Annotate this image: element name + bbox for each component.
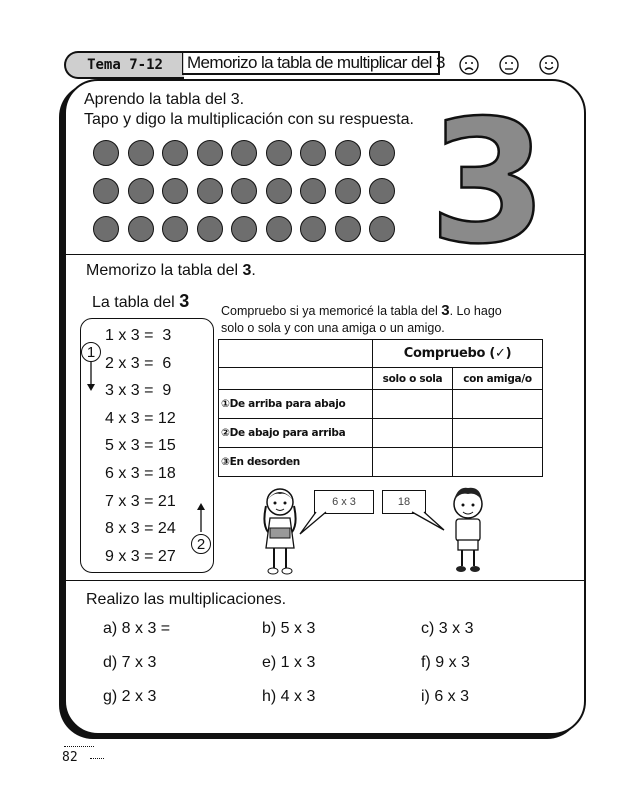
- check-row-label: ③En desorden: [219, 448, 373, 477]
- counter-circle: [369, 140, 395, 166]
- table-row: 8 x 3 = 24: [105, 520, 176, 538]
- check-cell[interactable]: [453, 390, 543, 419]
- exercise-item[interactable]: a) 8 x 3 =: [103, 620, 171, 637]
- counter-circle: [93, 178, 119, 204]
- exercise-item[interactable]: c) 3 x 3: [421, 620, 474, 637]
- counter-circle: [128, 140, 154, 166]
- counter-circle: [162, 140, 188, 166]
- exercise-item[interactable]: d) 7 x 3: [103, 654, 157, 671]
- bubble-tail-right: [410, 512, 446, 532]
- exercise-item[interactable]: b) 5 x 3: [262, 620, 316, 637]
- counter-circle: [335, 140, 361, 166]
- counter-circle: [197, 140, 223, 166]
- counter-circle: [369, 178, 395, 204]
- counter-circle: [266, 178, 292, 204]
- counter-circle: [197, 216, 223, 242]
- table-row: 6 x 3 = 18: [105, 465, 176, 482]
- table-row: 9 x 3 = 27: [105, 547, 176, 565]
- exercise-item[interactable]: f) 9 x 3: [421, 654, 470, 671]
- footer-dots: [90, 758, 104, 759]
- table-row: 4 x 3 = 12: [105, 409, 176, 427]
- col-amiga: con amiga/o: [453, 368, 543, 390]
- section2-title: Memorizo la tabla del 3.: [86, 262, 256, 279]
- counter-circle: [128, 216, 154, 242]
- speech-bubble-left: 6 x 3: [314, 490, 374, 514]
- counter-circle: [231, 140, 257, 166]
- check-instructions: Compruebo si ya memoricé la tabla del 3. Lo hago solo o sola y con una amiga o un amigo.: [221, 302, 502, 335]
- big-number-three: [428, 84, 548, 282]
- counter-circle: [162, 216, 188, 242]
- counter-circle: [335, 216, 361, 242]
- exercise-item[interactable]: e) 1 x 3: [262, 654, 316, 671]
- speech-bubble-right: 18: [382, 490, 426, 514]
- check-cell[interactable]: [373, 419, 453, 448]
- section3-title: Realizo las multiplicaciones.: [86, 591, 287, 608]
- table-row: 7 x 3 = 21: [105, 492, 176, 510]
- girl-illustration-icon: [256, 484, 304, 576]
- intro-line-1: Aprendo la tabla del 3.: [84, 91, 245, 108]
- exercise-item[interactable]: i) 6 x 3: [421, 688, 470, 705]
- marker-one: 1: [81, 342, 101, 362]
- section-divider: [66, 580, 584, 581]
- page-title: Memorizo la tabla de multiplicar del 3: [182, 51, 440, 75]
- counter-circle: [93, 140, 119, 166]
- tema-label: Tema 7-12: [64, 51, 184, 79]
- svg-text:3: 3: [428, 84, 548, 282]
- intro-line-2: Tapo y digo la multiplicación con su respuesta.: [84, 111, 414, 128]
- counter-circle: [93, 216, 119, 242]
- down-arrow-icon: [86, 362, 96, 392]
- footer-dots: [64, 746, 94, 747]
- counter-circle: [231, 178, 257, 204]
- check-table: [218, 339, 543, 477]
- counter-circle: [300, 216, 326, 242]
- boy-illustration-icon: [446, 486, 490, 574]
- sad-face-icon[interactable]: [455, 51, 483, 79]
- counter-circle: [300, 178, 326, 204]
- counter-circle: [335, 178, 361, 204]
- tabla-label: La tabla del 3: [92, 291, 190, 311]
- counter-circle: [369, 216, 395, 242]
- neutral-face-icon[interactable]: [495, 51, 523, 79]
- up-arrow-icon: [196, 502, 206, 532]
- counter-circle: [128, 178, 154, 204]
- table-row: 2 x 3 = 6: [105, 354, 172, 372]
- counter-circle: [231, 216, 257, 242]
- table-row: 1 x 3 = 3: [105, 327, 172, 344]
- check-row-label: ①De arriba para abajo: [219, 390, 373, 419]
- table-row: 5 x 3 = 15: [105, 437, 176, 455]
- counter-circle: [266, 140, 292, 166]
- check-cell[interactable]: [453, 448, 543, 477]
- counter-circle: [300, 140, 326, 166]
- check-header: Compruebo (✓): [373, 340, 543, 368]
- check-cell[interactable]: [453, 419, 543, 448]
- marker-two: 2: [191, 534, 211, 554]
- counter-circle: [162, 178, 188, 204]
- counter-circle: [197, 178, 223, 204]
- page-number: 82: [62, 750, 78, 765]
- table-row: 3 x 3 = 9: [105, 382, 172, 400]
- happy-face-icon[interactable]: [535, 51, 563, 79]
- section-divider: [66, 254, 584, 255]
- exercise-item[interactable]: h) 4 x 3: [262, 688, 316, 705]
- check-row-label: ②De abajo para arriba: [219, 419, 373, 448]
- exercise-item[interactable]: g) 2 x 3: [103, 688, 157, 705]
- col-solo: solo o sola: [373, 368, 453, 390]
- counter-circle: [266, 216, 292, 242]
- check-cell[interactable]: [373, 390, 453, 419]
- check-cell[interactable]: [373, 448, 453, 477]
